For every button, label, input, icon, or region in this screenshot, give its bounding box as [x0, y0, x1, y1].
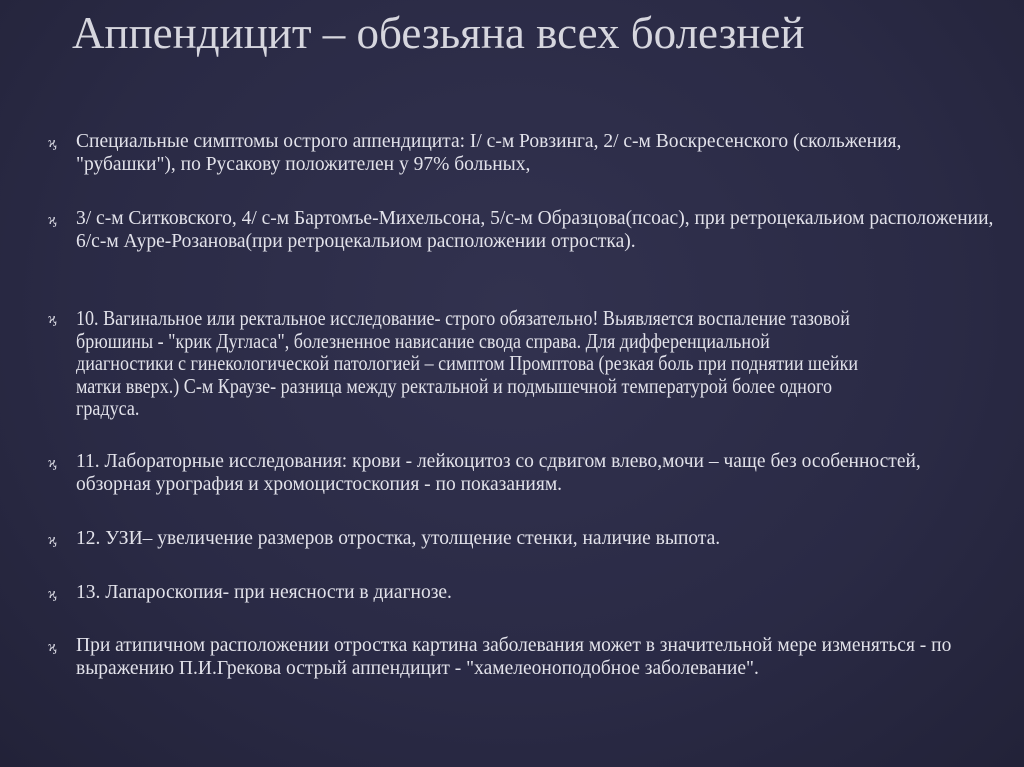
- curl-bullet-icon: ϗ: [48, 455, 57, 471]
- item-text: 10. Вагинальное или ректальное исследование- строго обязательно! Выявляется воспаление тазовой брюшины - "крик Дугласа", болезненное нависание свода справа. Для дифференциальной диагностики с гинекологической патологией – симптом Промптова (резкая боль при поднятии шейки матки вверх.) С-м Краузе- разница между ректальной и подмышечной температурой более одного градуса.: [76, 306, 859, 420]
- curl-bullet-icon: ϗ: [48, 586, 57, 602]
- item-text: Специальные симптомы острого аппендицита: I/ с-м Ровзинга, 2/ с-м Воскресенского (скольжения, "рубашки"), по Русакову положителен у 97% больных,: [76, 131, 902, 175]
- curl-bullet-icon: ϗ: [48, 532, 57, 548]
- curl-bullet-icon: ϗ: [48, 639, 57, 655]
- list-item: [48, 307, 998, 420]
- curl-bullet-icon: ϗ: [48, 135, 57, 151]
- item-text: 13. Лапароскопия- при неясности в диагнозе.: [76, 582, 452, 603]
- item-text: 12. УЗИ– увеличение размеров отростка, утолщение стенки, наличие выпота.: [76, 528, 721, 549]
- item-text: При атипичном расположении отростка картина заболевания может в значительной мере изменяться - по выражению П.И.Грекова острый аппендицит - "хамелеоноподобное заболевание".: [76, 635, 952, 679]
- list-item: [48, 131, 998, 176]
- curl-bullet-icon: ϗ: [48, 212, 57, 228]
- list-item: [48, 582, 998, 605]
- list-item: [48, 528, 998, 551]
- item-text: 3/ с-м Ситковского, 4/ с-м Бартомъе-Михельсона, 5/с-м Образцова(псоас), при ретроцекальиом расположении, 6/с-м Ауре-Розанова(при ретроцекальиом расположении отростка).: [76, 208, 994, 252]
- list-item: [48, 208, 998, 253]
- list-item: [48, 635, 998, 680]
- curl-bullet-icon: ϗ: [48, 311, 57, 327]
- item-text: 11. Лабораторные исследования: крови - лейкоцитоз со сдвигом влево,мочи – чаще без особенностей, обзорная урография и хромоцистоскопия - по показаниям.: [76, 451, 921, 495]
- list-item: [48, 451, 998, 496]
- slide-title: Аппендицит – обезьяна всех болезней: [72, 8, 805, 58]
